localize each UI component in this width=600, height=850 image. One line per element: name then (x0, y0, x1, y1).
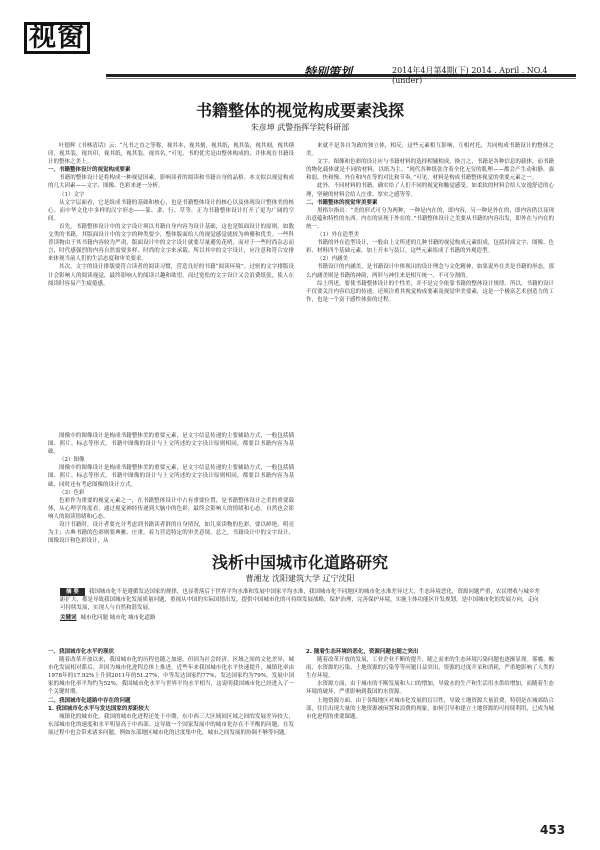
paragraph: 城镇化的城市化，我国的城市化进程还处于中期，东中西三大区域间区域之间的发展差异较大，东部城市化的速度和水平明显高于中西部。这导致一个国家发展中的城市化存在不平衡的问题，在发展过程中也会带来诸多问题，例如东部地区城市化的过度集中化，城市之间发展的协调不够等问题。 (48, 713, 294, 736)
article1-author: 朱彦坤 武警指挥学院科研部 (250, 123, 350, 132)
section-heading: 二、我国城市化道路中存在的问题 (48, 697, 131, 704)
subheading: （1）外在造型美 (317, 232, 359, 239)
page-number: 453 (540, 823, 566, 837)
issue-info: 2014年4月第4期(下) 2014 . April . NO.4 (under) (392, 66, 548, 85)
paragraph: 水资源方面，由于城市的不断发展和人口的增加，导致水的生产和生活用水供给增加，而随着生态环境的破坏，严重影响到我国的水资源。 (306, 681, 554, 696)
article1-title: 书籍整体的视觉构成要素浅探 (195, 101, 404, 120)
keywords-text: 城市化问题 城市化 城市化道路 (80, 615, 156, 621)
paragraph: 首先，书籍整体设计中的文字设计须以书籍自身内容为设计基础，这也是版面设计的原则。如数文类的书籍，其版面设计中的文字的种类要少，整体版面给人的视觉感觉就较为典雅和优美。一些科普读物由于其书籍内容较为严肃，版面设计中的文字设计就要尽量避免花哨，而对于一些时尚杂志而言，时代感强烈的内容自然需要多样、时尚的文字来承载。所以其中的文字设计，应注意和符合安排来体现当前人们的生活态度和审美要求。 (48, 223, 294, 263)
subheading: （1）文字 (59, 191, 85, 198)
paragraph: 色彩作为重要的视觉元素之一，在书籍整体设计中占有重要位置，是书籍整体设计之美的重要载体，从心理学角度看，通过视觉神经传递到大脑中的色彩，最终会影响人的情绪和心态。自然也会影响人的阅读情绪和心态。 (48, 497, 294, 520)
paragraph: 其次，文字的设计排版要符合读者的阅读习惯，营造良好的书籍“阅读环境”。过密的文字排版设计会影响人的阅读视觉，最终影响人的阅读兴趣和欲望。而过宽松的文字设计又会浪费纸张，使人在阅读时容易产生疲倦感。 (48, 264, 294, 287)
journal-logo: 视窗 (24, 22, 90, 54)
abstract-text: 我国城市化不是遵循发达国家的规律，也显著落后于世界平均水准和发展中国家平均水准，我国城市化不同地区的城市化水准差异过大，生态环境恶化，资源问题严重，农民增收与城乡差距扩大，都是导致我国城市化发展质量问题，重视从中国的实际国情出发，提供中国城市化的可持续发展战略，保护治理，完善保护环境，实施主体功能区开发规划，是中国城市化的发展方向，走向可持续发展，实现人与自然和谐发展。 (60, 589, 540, 611)
paragraph: 图像中的图像设计是构成书籍整体美的重要元素，是文字信息传递的主要辅助方式，一般包括插图、照片、标志等形式。书籍中图像的设计与上文所述的文字设计原则相同，都要以书籍内容为基础，同时还有考虑图像的设计方式。 (48, 465, 294, 488)
article2-left-column (48, 648, 294, 737)
paragraph: 设计书籍时，设计者要充分考虑到书籍读者群的自身情况，如儿童读物的色彩，要以鲜艳，明亮为主；古典书籍的色彩则要典雅、庄重。着力营造特定的审美意境。总之，书籍设计中的文字设计、图像设计和色彩设计，从 (48, 522, 294, 545)
subheading: （3）色彩 (59, 489, 85, 496)
page-header (24, 22, 576, 85)
paragraph: 黑格尔指出：“美的形式可分为两种，一种是内在的，即内容，另一种是外在的，即内容借以显现出意蕴和特性的东西。内在的显现于外在的。”书籍整体设计之美要从书籍的内容出发，即外在与内在的统一。 (306, 207, 554, 230)
paragraph: 随着改革开放的发展，工业企业不断的提升，随之而来的生态环境污染问题也逐渐显现。雾霾、酸雨、水资源的污染、土地资源的污染等等问题日益突出，资源的过度开采和消耗，严重地影响了人类的生存环境。 (306, 657, 554, 680)
paragraph: 综上所述，要使书籍整体设计的个性美，并不是完全依靠书籍的整体设计规律。所以，书籍的设计不仅要关注内容信息的传递，还须注重其视觉构成要素及视觉审美要素，这是一个极富艺术创造力的工作，也是一个富于感性体验的过程。 (306, 280, 554, 303)
paragraph: 叶德辉《书林清话》云：“凡书之直之等称，视其本，视其刻，视其纸，视其装，视其刻，视其缮印，视其装，视其印，视其纸，视其装，视其名。”可见，书的优劣是由整体构成的，并体现在书籍设计的整体之美上。 (48, 143, 294, 166)
keywords (60, 614, 540, 622)
article1-left-column-lower (48, 432, 294, 545)
keywords-label: 关键词 (60, 615, 77, 621)
paragraph: 来就不是各自为政的独立体，相反，这些元素相互影响，互相衬托，共同构成书籍设计的整体之美。 (306, 143, 554, 158)
subheading: 2. 随着生态环境的恶化，资源问题也随之突出 (306, 649, 419, 655)
article2-right-column (306, 648, 554, 721)
paragraph: 书籍的整体设计是将构成一种视觉因素，影响读者的阅读和书籍自身的品格。本文拟以视觉构成的几大因素——文字、图像、色彩来逐一分析。 (48, 175, 294, 190)
subheading: （2）内涵美 (317, 256, 348, 263)
paragraph: 土地资源方面，由于各级地区对城市化发展的盲目性，导致土地资源大量浪费，特别是在城郊结合部，往往出现大量的土地资源被闲置和浪费的现象，如何引导和建立土地资源的可持续利用，已成为城市化进程的重要课题。 (306, 697, 554, 720)
subheading: （2）图像 (59, 457, 85, 464)
section-heading: 二、书籍整体的视觉审美要素 (306, 199, 378, 206)
section-heading: 一、书籍整体设计的视觉构成要素 (48, 167, 131, 174)
article2-title: 浅析中国城市化道路研究 (211, 553, 388, 572)
article2-author: 曹湘龙 沈阳建筑大学 辽宁沈阳 (245, 574, 355, 583)
paragraph: 随着改革开放以来，我国城市化的历程也随之加速，但因为社会经济、区域之间的文化差异，城市化发展相对滞后。并因为城市化进程总体上推进，近些年来我国城市化水平快速提升，城镇化率由1978年的17.92%上升到2011年的51.27%，中等发达国家约77%，发达国家约为79%，发展中国家的城市化率平均约为52%，我国城市化水平与世界平均水平相当，这说明我国城市化已经进入了一个关键时期。 (48, 657, 294, 696)
paragraph: 书籍的外在造型设计，一般由上文所述的几种书籍的视觉构成元素组成，包括封面文字、图像、色彩、材料四个基础元素，加上开本与装订，这些元素组成了书籍的外观造型。 (306, 240, 554, 255)
article1-left-column (48, 142, 294, 288)
article1-right-column (306, 142, 554, 304)
column-name: 特别策划 (304, 65, 353, 79)
subheading: 1. 我国城市化水平与发达国家的差距较大 (48, 705, 150, 712)
paragraph: 此外，不同材料的书籍，确实给了人们不同的视觉和触觉感受。如柔软的材料会给人安逸舒适的心理，坚硬的材料会给人庄重、厚实之感等等。 (306, 183, 554, 198)
paragraph: 文字、图像和色彩的设计应与书籍材料的选择相辅相成，换言之，书籍是各种信息的载体，而书籍的物化载体就是不同的材料，以纸为主。“现代各种纸张含着全化无穷的肌理——都会产生动和静、强和弱、快和慢、外在和内在等的对比和节奏。”可见，材料是构成书籍整体视觉的重要元素之一。 (306, 159, 554, 182)
article2-abstract (60, 588, 540, 622)
paragraph: 图像中的图像设计是构成书籍整体美的重要元素，是文字信息传递的主要辅助方式，一般包括插图、照片、标志等形式。书籍中图像的设计与上文所述的文字设计原则相同，都要以书籍内容为基础。 (48, 433, 294, 456)
paragraph: 从文字层面看，它是组成书籍的基础和核心，也是书籍整体设计的核心以及体现设计整体美的核心。而中华文化中多样的汉字形态——篆、隶、行、草等，正为书籍整体设计打开了更为广阔的空间。 (48, 199, 294, 222)
paragraph: 书籍设计的内涵美，是书籍设计中体现出的设计理念与文化精神，如果说外在美是书籍的形态，那么内涵美则是书籍的神韵，两形与神往来是相互统一、不可分割的。 (306, 264, 554, 279)
abstract-label: 摘 要 (60, 588, 85, 596)
section-heading: 一、我国城市化水平的现状 (48, 649, 115, 655)
